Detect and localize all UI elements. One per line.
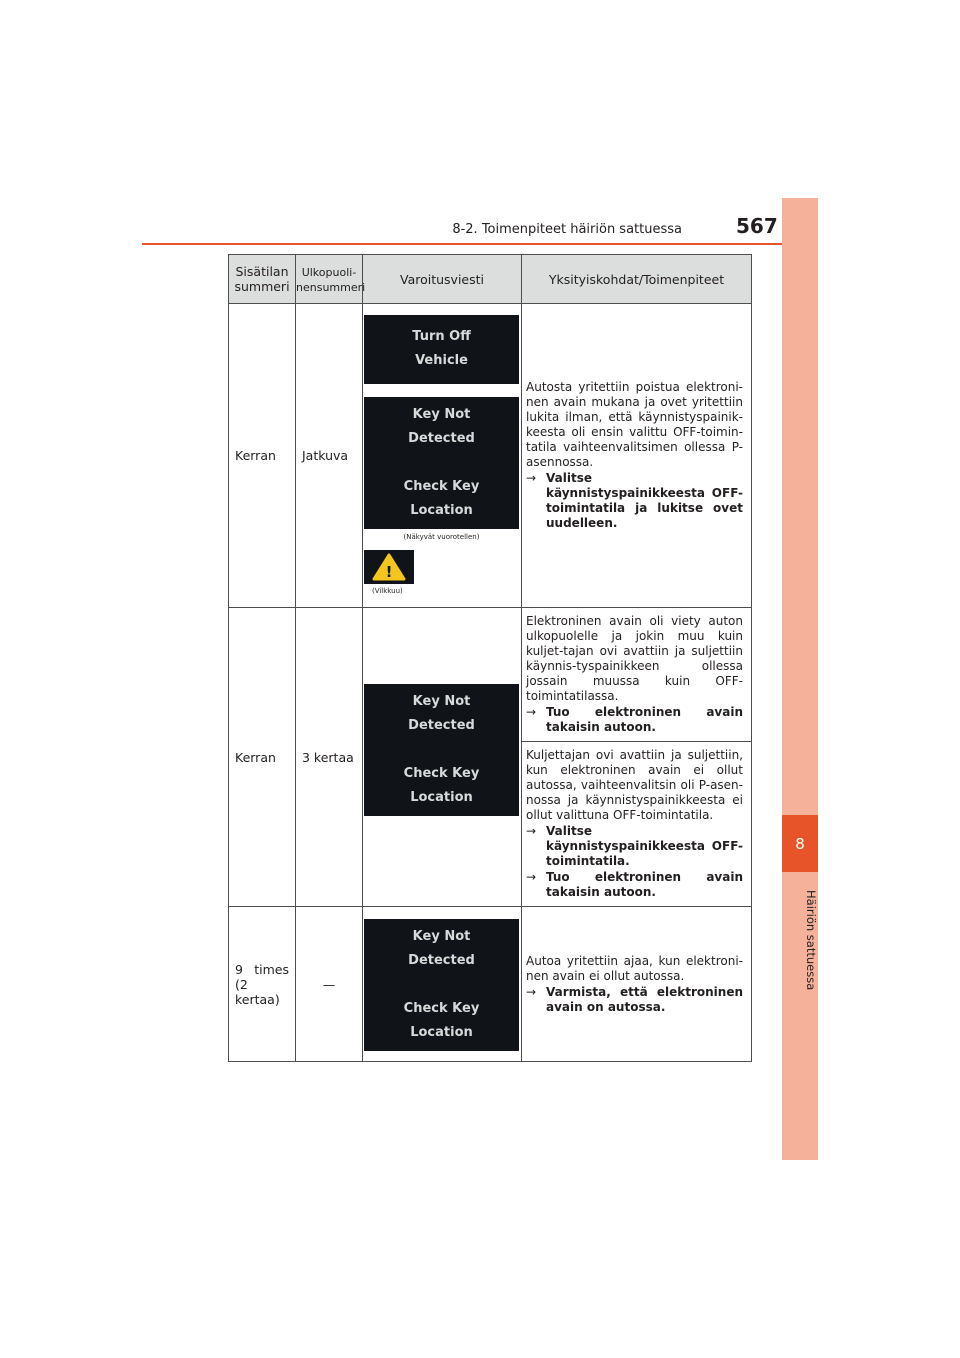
row3-action [526,985,743,1015]
row1-details [522,304,752,608]
display-line: Detected [408,953,475,968]
row2-interior: Kerran [229,608,296,907]
row2-case1-action [526,705,743,735]
display-line: Key Not [412,407,471,422]
display-line: Detected [408,718,475,733]
row3-exterior: — [296,907,363,1062]
row3-action-text: Varmista, että elektroninen avain on autossa. [546,984,743,1014]
header-interior-buzzer: Sisätilan summeri [229,255,296,304]
display-line: Vehicle [415,353,468,368]
row1-message-cell [363,304,522,608]
warning-triangle-icon [364,550,414,584]
header-details: Yksityiskohdat/Toimenpiteet [522,255,752,304]
table-row [229,304,752,608]
section-title: 8-2. Toimenpiteet häiriön sattuessa [452,222,682,237]
row1-interior: Kerran [229,304,296,608]
row2-exterior: 3 kertaa [296,608,363,907]
warning-indicator [364,550,414,584]
display-key-not-detected [364,684,519,816]
row2-case2-action1-text: Valitse käynnistyspainikkeesta OFF-toimintatila. [546,824,743,868]
display-line: Detected [408,431,475,446]
display-turn-off-vehicle [364,315,519,384]
header-exterior-label: Ulkopuoli-nensummeri [296,265,366,294]
row3-interior: 9 times (2 kertaa) [229,907,296,1062]
table-row [229,907,752,1062]
warning-table [228,254,752,1062]
arrow-icon: → [526,984,537,999]
row2-case2-action2-text: Tuo elektroninen avain takaisin autoon. [546,870,743,899]
row2-case2-text: Kuljettajan ovi avattiin ja suljettiin, kun elektroninen avain ei ollut autossa, vaihteenvalitsin oli P-asen-nossa ja käynnistyspainikkeesta ei ollut valittuna OFF-toimintatila. [526,748,743,822]
display-line: Location [410,1025,473,1040]
warning-glyph: ! [385,563,393,581]
arrow-icon: → [526,471,537,485]
table-header-row [229,255,752,304]
row3-message-cell [363,907,522,1062]
display-line: Check Key [403,479,480,494]
display-line: Check Key [403,1001,480,1016]
blink-caption: (Vilkkuu) [372,587,403,595]
header-warning-message: Varoitusviesti [363,255,522,304]
display-spacer [364,451,519,475]
display-spacer [364,973,519,997]
row1-action [526,471,743,531]
row2-case2-action1 [526,824,743,869]
row2-message-cell [363,608,522,907]
row2-case2-action2 [526,870,743,900]
display-line: Location [410,790,473,805]
display-line: Key Not [412,929,471,944]
row3-details [522,907,752,1062]
row1-action-text: Valitse käynnistyspainikkeesta OFF-toimintatila ja lukitse ovet uudelleen. [546,471,743,530]
row1-details-text: Autosta yritettiin poistua elektroni-nen avain mukana ja ovet yritettiin lukita ilman, että käynnistyspainik-keesta oli ensin valittu OFF-toimin-tatila vaihteenvalitsimen ollessa P-asennossa. [526,380,743,469]
chapter-side-band [782,198,818,1160]
display-line: Check Key [403,766,480,781]
header-rule [142,243,818,245]
alternate-caption: (Näkyvät vuorotellen) [403,533,480,541]
row2-case1-text: Elektroninen avain oli viety auton ulkopuolelle ja jokin muu kuin kuljet-tajan ovi avattiin ja suljettiin käynnis-tyspainikkeen ollessa jossain muussa kuin OFF-toimintatilassa. [526,614,743,703]
display-key-not-detected [364,919,519,1051]
arrow-icon: → [526,824,537,838]
row2-case2-details [522,742,752,907]
display-spacer [364,738,519,762]
display-line: Key Not [412,694,471,709]
row3-details-text: Autoa yritettiin ajaa, kun elektroni-nen avain ei ollut autossa. [526,953,743,983]
header-exterior-buzzer [296,255,366,304]
chapter-label: Häiriön sattuessa [804,889,818,991]
table-row [229,608,752,742]
row2-case1-details [522,608,752,742]
display-line: Turn Off [412,329,471,344]
chapter-number-tab: 8 [782,815,818,872]
display-key-not-detected [364,397,519,529]
row2-case1-action-text: Tuo elektroninen avain takaisin autoon. [546,705,743,734]
display-line: Location [410,503,473,518]
arrow-icon: → [526,870,537,884]
row1-exterior: Jatkuva [296,304,363,608]
arrow-icon: → [526,705,537,719]
page-number: 567 [736,214,778,238]
